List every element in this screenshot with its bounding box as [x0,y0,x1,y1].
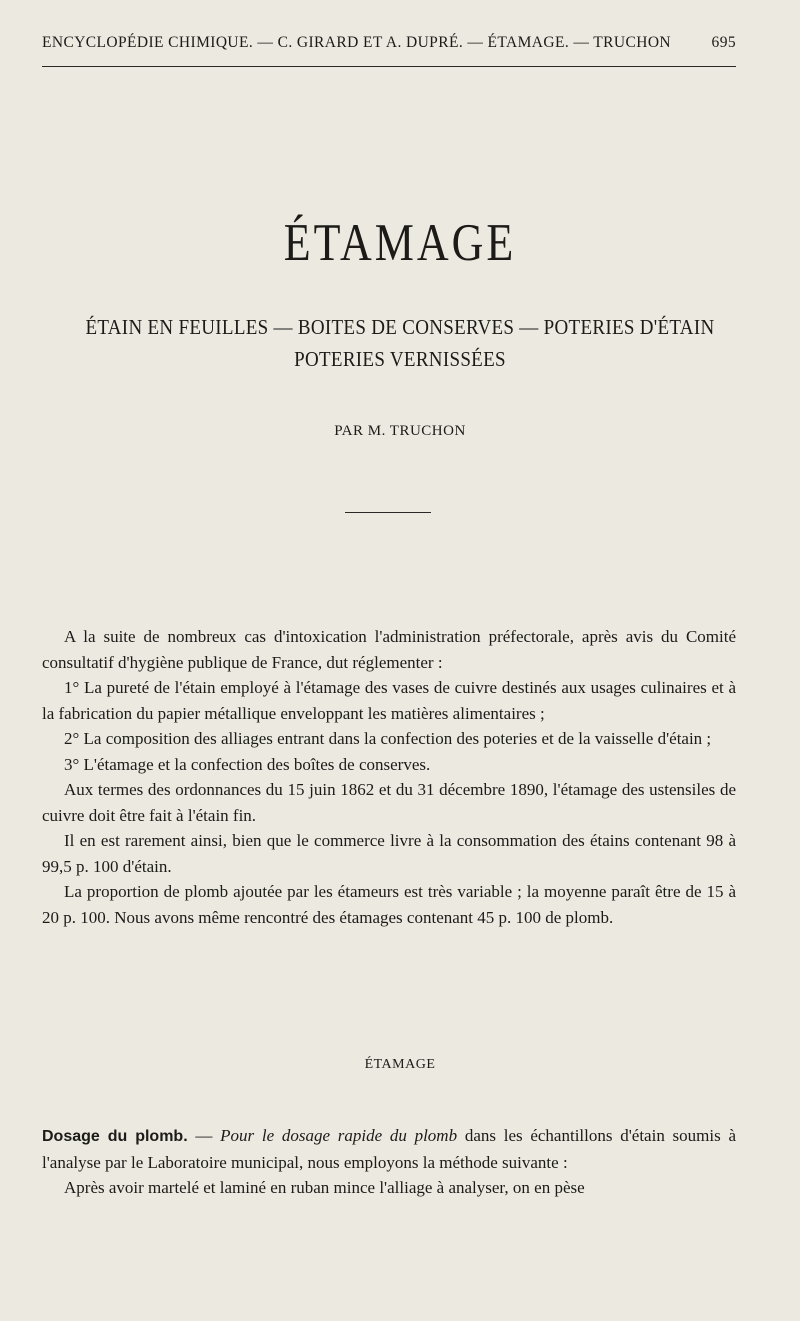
title-separator-rule [345,512,431,513]
dosage-italic: Pour le dosage rapide du plomb [220,1126,458,1145]
paragraph: Aux termes des ordonnances du 15 juin 1862 et du 31 décembre 1890, l'étamage des ustensiles de cuivre doit être fait à l'étain fin. [42,780,736,825]
paragraph: La proportion de plomb ajoutée par les étameurs est très variable ; la moyenne paraît être de 15 à 20 p. 100. Nous avons même rencontré des étamages contenant 45 p. 100 de plomb. [42,882,736,927]
paragraph-dosage [42,1123,736,1175]
page-number: 695 [711,34,736,51]
running-header [42,34,736,52]
paragraph: 1° La pureté de l'étain employé à l'étamage des vases de cuivre destinés aux usages culinaires et à la fabrication du papier métallique enveloppant les matières alimentaires ; [42,678,736,723]
paragraph: Après avoir martelé et laminé en ruban mince l'alliage à analyser, on en pèse [64,1178,585,1197]
dosage-rest: dans les échantillons d'étain soumis à l'analyse par le Laboratoire municipal, nous employons la méthode suivante : [42,1126,737,1172]
dosage-heading: Dosage du plomb. [42,1128,188,1145]
chapter-subtitle-line2: POTERIES VERNISSÉES [294,348,506,372]
paragraph: 2° La composition des alliages entrant dans la confection des poteries et de la vaisselle d'étain ; [64,729,712,748]
paragraph: A la suite de nombreux cas d'intoxication l'administration préfectorale, après avis du Comité consultatif d'hygiène publique de France, dut réglementer : [42,627,736,672]
body-text-section [42,1123,736,1201]
header-rule [42,66,736,67]
paragraph: Il en est rarement ainsi, bien que le commerce livre à la consommation des étains contenant 98 à 99,5 p. 100 d'étain. [42,831,736,876]
body-text [42,624,736,930]
header-text: ENCYCLOPÉDIE CHIMIQUE. — C. GIRARD ET A. DUPRÉ. — ÉTAMAGE. — TRUCHON [42,34,672,51]
chapter-subtitle-line1: ÉTAIN EN FEUILLES — BOITES DE CONSERVES — POTERIES D'ÉTAIN [85,316,715,340]
dosage-dash: — [187,1126,221,1145]
chapter-title: ÉTAMAGE [283,213,517,272]
section-heading: ÉTAMAGE [364,1057,436,1072]
author-line: PAR M. TRUCHON [334,423,466,439]
paragraph: 3° L'étamage et la confection des boîtes de conserves. [64,754,431,774]
